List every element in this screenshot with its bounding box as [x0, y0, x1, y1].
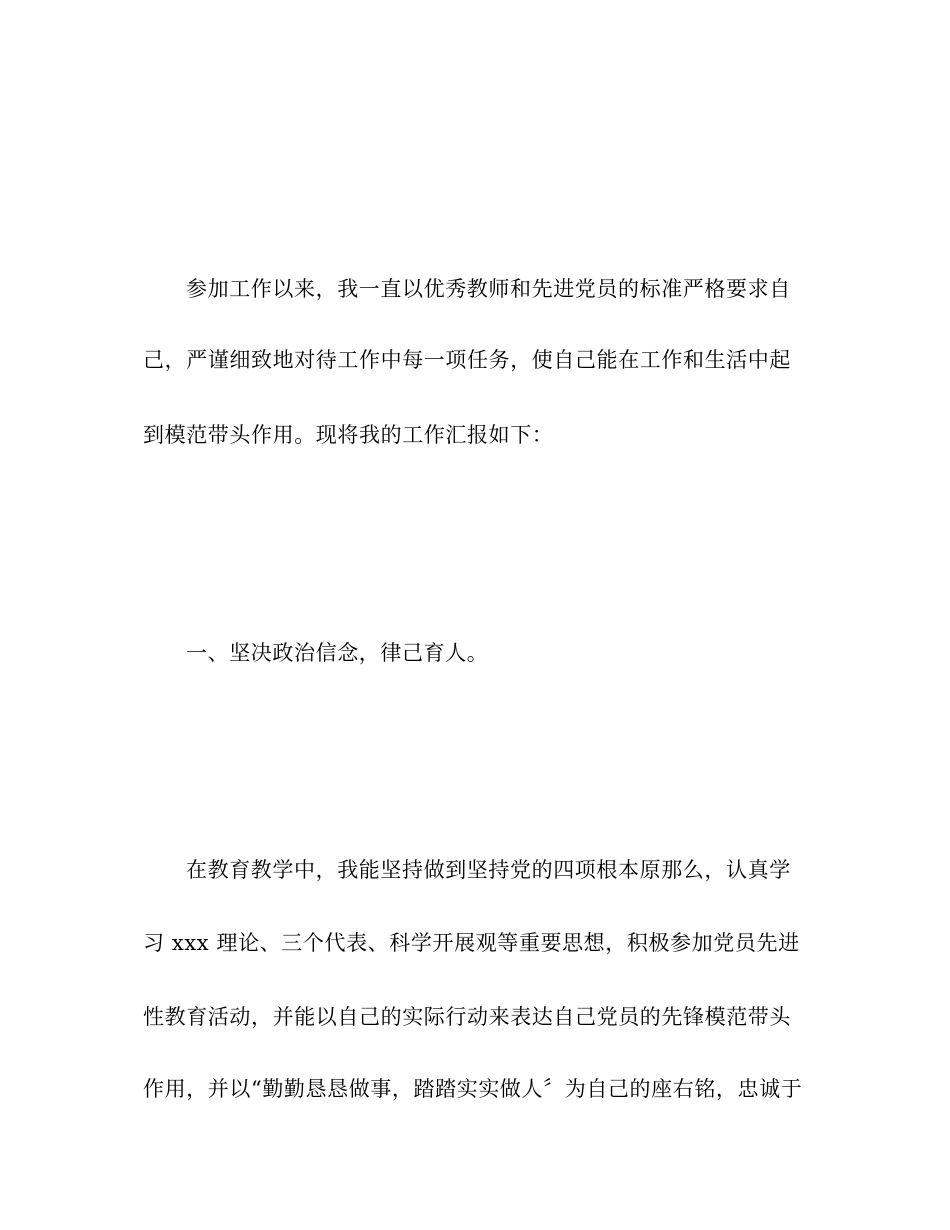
- section-line-1: 在教育教学中，我能坚持做到坚持党的四项根本原那么，认真学: [186, 858, 791, 882]
- intro-line-3: 到模范带头作用。现将我的工作汇报如下：: [143, 423, 554, 447]
- intro-line-1: 参加工作以来，我一直以优秀教师和先进党员的标准严格要求自: [186, 277, 791, 301]
- section-line-3: 性教育活动，并能以自己的实际行动来表达自己党员的先锋模范带头: [143, 1005, 791, 1029]
- section-heading: 一、坚决政治信念，律己育人。: [186, 641, 489, 665]
- section-line-2: 习 xxx 理论、三个代表、科学开展观等重要思想，积极参加党员先进: [143, 931, 800, 955]
- section-line-4: 作用，并以“勤勤恳恳做事，踏踏实实做人〞为自己的座右铭，忠诚于: [143, 1077, 803, 1101]
- intro-line-2: 己，严谨细致地对待工作中每一项任务，使自己能在工作和生活中起: [143, 348, 791, 372]
